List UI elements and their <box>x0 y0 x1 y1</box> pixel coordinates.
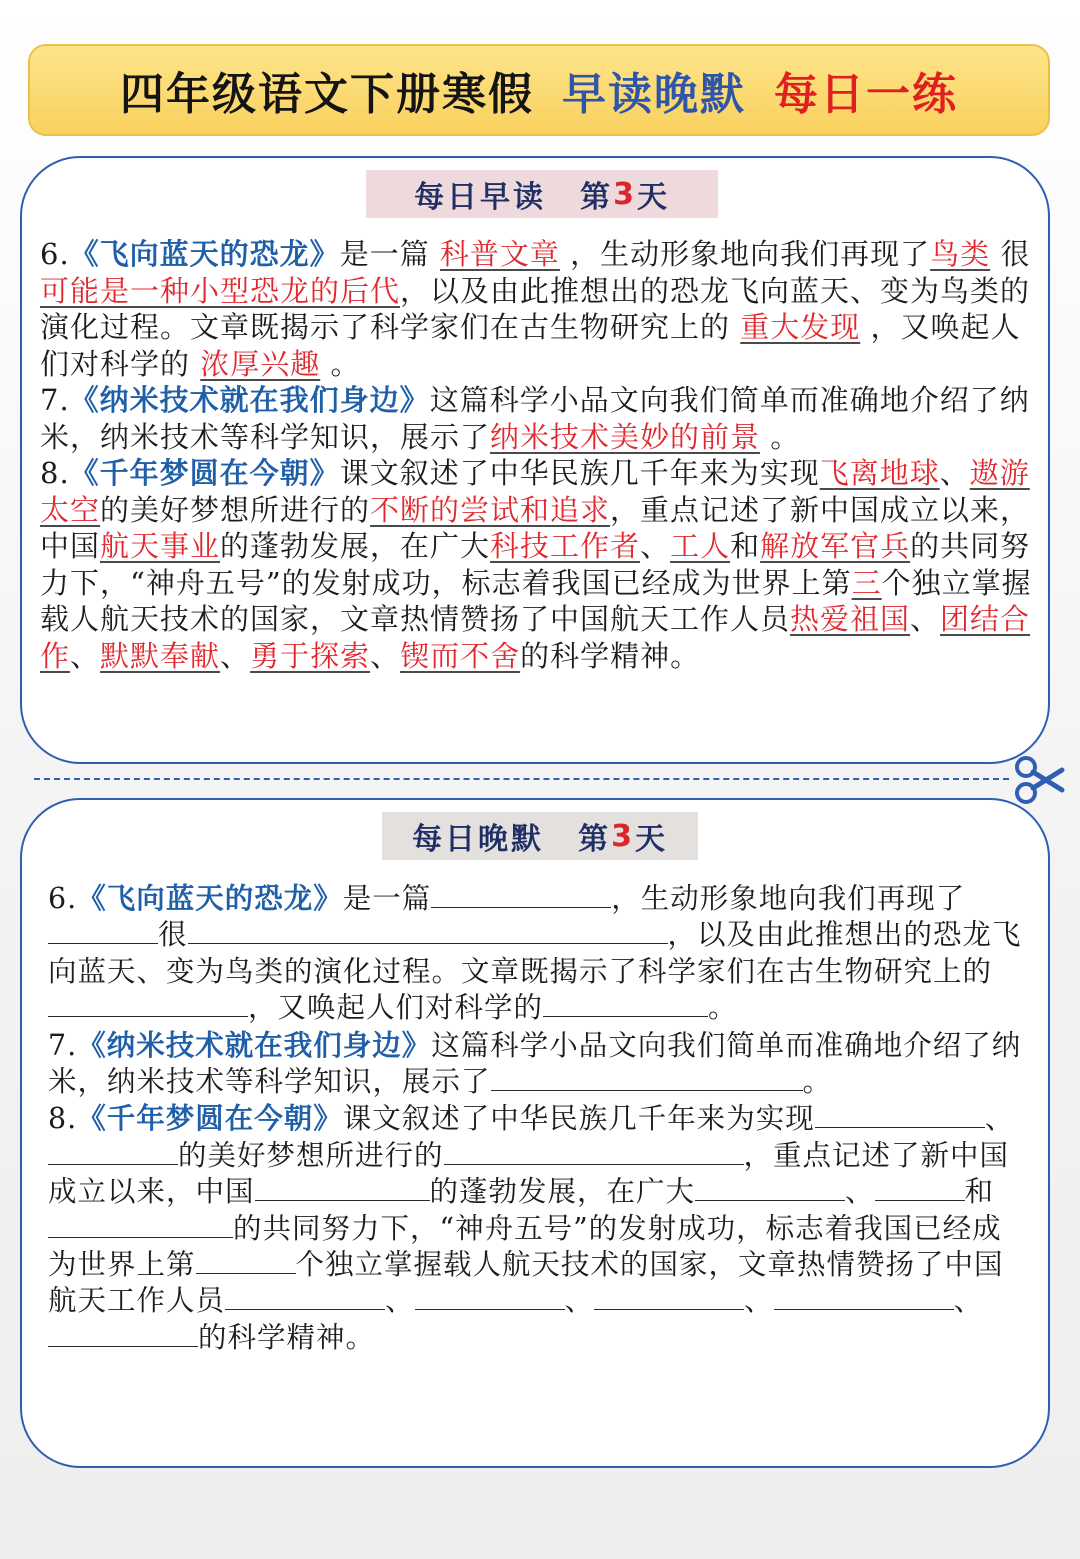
title-banner <box>28 44 1050 136</box>
answer: 纳米技术美妙的前景 <box>490 419 761 454</box>
answer: 勇于探索 <box>250 638 371 673</box>
answer: 飞离地球 <box>819 456 940 490</box>
answer-blank[interactable] <box>875 1174 965 1201</box>
answer-blank[interactable] <box>444 1138 744 1165</box>
answer: 默默奉献 <box>100 638 221 673</box>
answer: 可能是一种小型恐龙的后代 <box>40 273 401 308</box>
answer: 遨游太空 <box>40 456 1030 527</box>
answer: 科普文章 <box>439 237 560 271</box>
evening-item-7: 7.《纳米技术就在我们身边》这篇科学小品文向我们简单而准确地介绍了纳米，纳米技术等科学知识，展示了 。 <box>48 1027 1022 1099</box>
morning-header <box>366 170 718 218</box>
evening-dictation-panel <box>20 798 1050 1468</box>
answer-blank[interactable] <box>543 990 708 1017</box>
answer: 不断的尝试和追求 <box>370 492 611 527</box>
item-number: 8. <box>48 1102 78 1136</box>
answer-blank[interactable] <box>48 1320 198 1347</box>
morning-reading-panel <box>20 156 1050 764</box>
answer-blank[interactable] <box>48 917 158 944</box>
answer: 浓厚兴趣 <box>200 346 321 381</box>
answer: 重大发现 <box>740 310 861 344</box>
morning-header-label: 每日早读 <box>414 180 547 215</box>
morning-day-number: 3 <box>613 176 637 212</box>
scissors-icon <box>1012 756 1066 804</box>
item-number: 7. <box>48 1028 78 1062</box>
answer-blank[interactable] <box>594 1283 744 1310</box>
book-title: 《千年梦圆在今朝》 <box>69 456 340 490</box>
title-main: 四年级语文下册寒假 <box>120 69 534 120</box>
answer-blank[interactable] <box>255 1174 430 1201</box>
answer-blank[interactable] <box>491 1064 803 1091</box>
answer-blank[interactable] <box>431 881 611 908</box>
morning-item-6: 6.《飞向蓝天的恐龙》是一篇 科普文章 ，生动形象地向我们再现了鸟类 很可能是一种小型恐龙的后代，以及由此推想出的恐龙飞向蓝天、变为鸟类的演化过程。文章既揭示了科学家们在古生物研究上的 重大发现 ，又唤起人们对科学的 浓厚兴趣 。 <box>40 237 1031 381</box>
evening-day-suffix: 天 <box>634 822 668 857</box>
answer-blank[interactable] <box>188 917 668 944</box>
item-number: 6. <box>48 882 78 915</box>
evening-header <box>382 812 698 860</box>
book-title: 《飞向蓝天的恐龙》 <box>77 881 343 915</box>
title-subtitle-blue: 早读晚默 <box>562 69 746 120</box>
morning-item-8: 8.《千年梦圆在今朝》课文叙述了中华民族几千年来为实现飞离地球、遨游太空的美好梦想所进行的不断的尝试和追求，重点记述了新中国成立以来，中国航天事业的蓬勃发展，在广大科技工作者、工人和解放军官兵的共同努力下，“神舟五号”的发射成功，标志着我国已经成为世界上第三个独立掌握载人航天技术的国家，文章热情赞扬了中国航天工作人员热爱祖国、团结合作、默默奉献、勇于探索、锲而不舍的科学精神。 <box>40 456 1032 673</box>
answer-blank[interactable] <box>415 1283 565 1310</box>
book-title: 《飞向蓝天的恐龙》 <box>69 237 340 271</box>
evening-text <box>48 880 1028 1356</box>
item-number: 6. <box>40 237 70 271</box>
morning-day-prefix: 第 <box>580 180 614 215</box>
book-title: 《纳米技术就在我们身边》 <box>69 383 430 417</box>
book-title: 《纳米技术就在我们身边》 <box>77 1027 432 1062</box>
answer-blank[interactable] <box>48 1211 233 1238</box>
answer-blank[interactable] <box>48 1138 178 1165</box>
answer: 航天事业 <box>100 529 221 563</box>
answer-blank[interactable] <box>695 1174 845 1201</box>
answer-blank[interactable] <box>196 1247 296 1274</box>
evening-header-label: 每日晚默 <box>412 822 545 857</box>
answer-blank[interactable] <box>225 1283 385 1310</box>
morning-item-7: 7.《纳米技术就在我们身边》这篇科学小品文向我们简单而准确地介绍了纳米，纳米技术等科学知识，展示了纳米技术美妙的前景 。 <box>40 383 1030 454</box>
answer-blank[interactable] <box>815 1101 985 1128</box>
cut-line <box>34 778 1009 780</box>
evening-day-prefix: 第 <box>578 822 612 857</box>
answer: 解放军官兵 <box>760 529 911 563</box>
answer: 热爱祖国 <box>790 602 911 636</box>
answer: 三 <box>851 565 882 600</box>
answer: 锲而不舍 <box>400 638 521 673</box>
title-subtitle-red: 每日一练 <box>774 69 958 120</box>
answer: 鸟类 <box>930 237 991 271</box>
book-title: 《千年梦圆在今朝》 <box>77 1101 343 1136</box>
evening-item-6: 6.《飞向蓝天的恐龙》是一篇 ，生动形象地向我们再现了很 ，以及由此推想出的恐龙飞向蓝天、变为鸟类的演化过程。文章既揭示了科学家们在古生物研究上的，又唤起人们对科学的 。 <box>48 881 1022 1025</box>
evening-day-number: 3 <box>611 818 635 854</box>
answer: 团结合作 <box>40 602 1031 673</box>
answer-blank[interactable] <box>774 1283 954 1310</box>
answer: 科技工作者 <box>490 529 641 563</box>
item-number: 7. <box>40 383 70 417</box>
item-number: 8. <box>40 456 70 490</box>
morning-text <box>40 236 1034 674</box>
morning-day-suffix: 天 <box>636 180 670 215</box>
answer-blank[interactable] <box>48 990 248 1017</box>
answer: 工人 <box>670 529 731 563</box>
evening-item-8: 8.《千年梦圆在今朝》课文叙述了中华民族几千年来为实现 、的美好梦想所进行的 ，重点记述了新中国成立以来，中国 的蓬勃发展，在广大 、 和的共同努力下，“神舟五号”的发射成功，标志着我国已经成为世界上第 个独立掌握载人航天技术的国家，文章热情赞扬了中国航天工作人员 、 、 、 、的科学精神。 <box>48 1101 1015 1354</box>
